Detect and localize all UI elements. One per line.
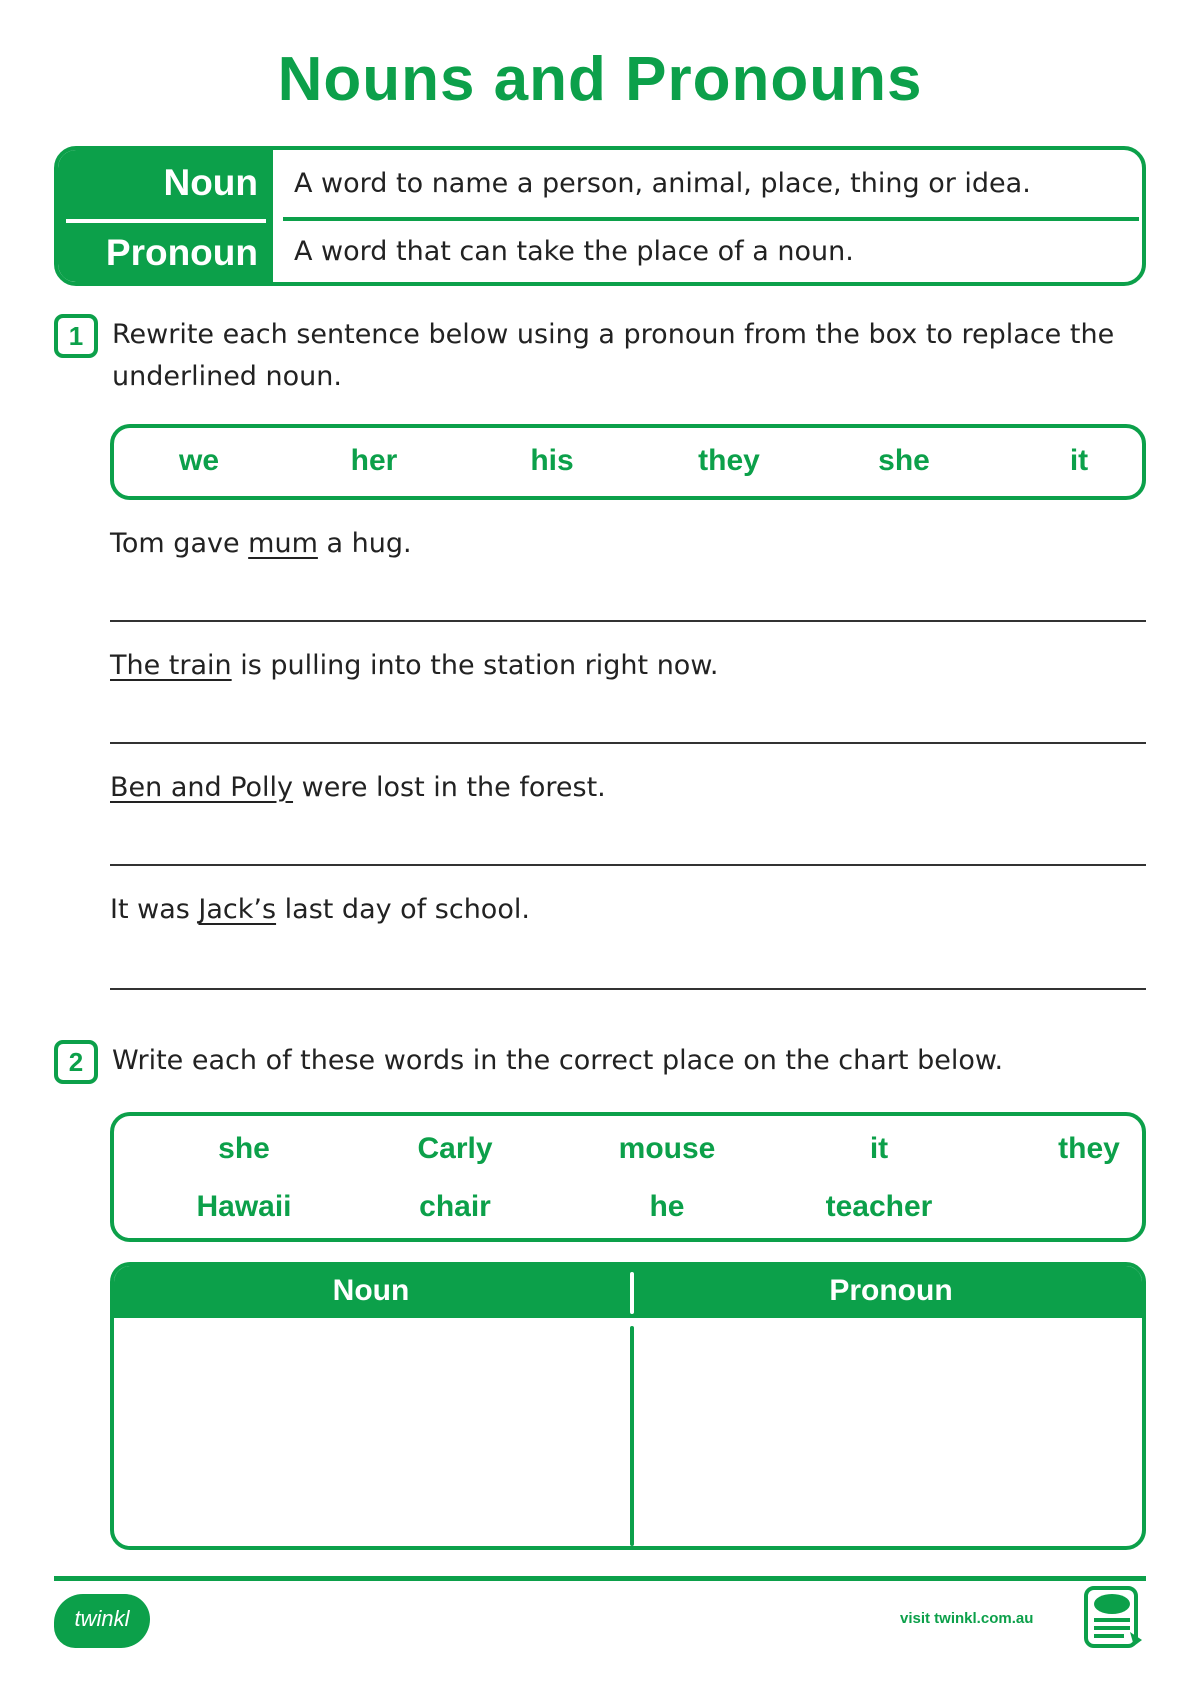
underlined-noun: Jack’s (198, 894, 277, 925)
sentence-text: were lost in the forest. (293, 772, 606, 803)
pronoun-word-box (110, 424, 1146, 500)
twinkl-logo (54, 1594, 150, 1648)
underlined-noun: mum (248, 528, 318, 559)
question-1-instruction-line-1: Rewrite each sentence below using a pronoun from the box to replace the (112, 319, 1115, 350)
sentence-4 (110, 894, 530, 925)
word-bank-box (110, 1112, 1146, 1242)
sentence-text: Tom gave (110, 528, 249, 559)
chart-header-noun: Noun (332, 1274, 410, 1307)
sentence-2 (110, 650, 719, 681)
definition-divider (283, 217, 1139, 221)
sentence-text: a hug. (317, 528, 412, 559)
sentence-1 (110, 528, 412, 559)
quality-badge-icon (1080, 1584, 1150, 1650)
chart-header-pronoun: Pronoun (829, 1274, 953, 1307)
noun-pronoun-chart (110, 1262, 1146, 1550)
word-bank-item: she (218, 1132, 270, 1165)
question-2-instruction: Write each of these words in the correct place on the chart below. (112, 1045, 1004, 1076)
pronoun-word: her (350, 444, 398, 477)
answer-line-3[interactable] (110, 864, 1146, 866)
question-1-number: 1 (54, 314, 98, 358)
column-divider (630, 1326, 634, 1546)
word-bank-item: they (1058, 1132, 1120, 1165)
label-divider (66, 219, 266, 223)
pronoun-definition: A word that can take the place of a noun. (294, 236, 854, 267)
pronoun-term: Pronoun (105, 232, 258, 273)
question-1-instruction-line-2: underlined noun. (112, 361, 342, 392)
answer-line-4[interactable] (110, 988, 1146, 990)
pronoun-word: it (1069, 444, 1089, 477)
underlined-noun: The train (110, 650, 232, 681)
answer-line-2[interactable] (110, 742, 1146, 744)
definitions-box (54, 146, 1146, 286)
word-bank-item: teacher (825, 1190, 933, 1223)
pronoun-word: his (530, 444, 574, 477)
word-bank-item: chair (419, 1190, 491, 1223)
sentence-text: It was (110, 894, 199, 925)
noun-term: Noun (163, 162, 258, 203)
question-2-number: 2 (54, 1040, 98, 1084)
word-bank-item: he (649, 1190, 685, 1223)
pronoun-column-area[interactable] (636, 1322, 1146, 1546)
word-bank-item: Hawaii (196, 1190, 292, 1223)
logo-text: twinkl (74, 1606, 130, 1631)
underlined-noun: Ben and Polly (110, 772, 294, 803)
noun-definition: A word to name a person, animal, place, thing or idea. (294, 168, 1031, 199)
footer-divider (54, 1576, 1146, 1581)
page-title: Nouns and Pronouns (277, 45, 923, 114)
noun-column-area[interactable] (114, 1322, 628, 1546)
sentence-text: last day of school. (276, 894, 530, 925)
pronoun-word: she (878, 444, 930, 477)
website-link[interactable]: visit twinkl.com.au (900, 1610, 1034, 1627)
sentence-3 (110, 772, 606, 803)
word-bank-item: mouse (618, 1132, 716, 1165)
pronoun-word: they (698, 444, 760, 477)
pronoun-word: we (178, 444, 220, 477)
answer-line-1[interactable] (110, 620, 1146, 622)
sentence-text: is pulling into the station right now. (231, 650, 719, 681)
word-bank-item: it (869, 1132, 889, 1165)
word-bank-item: Carly (417, 1132, 493, 1165)
